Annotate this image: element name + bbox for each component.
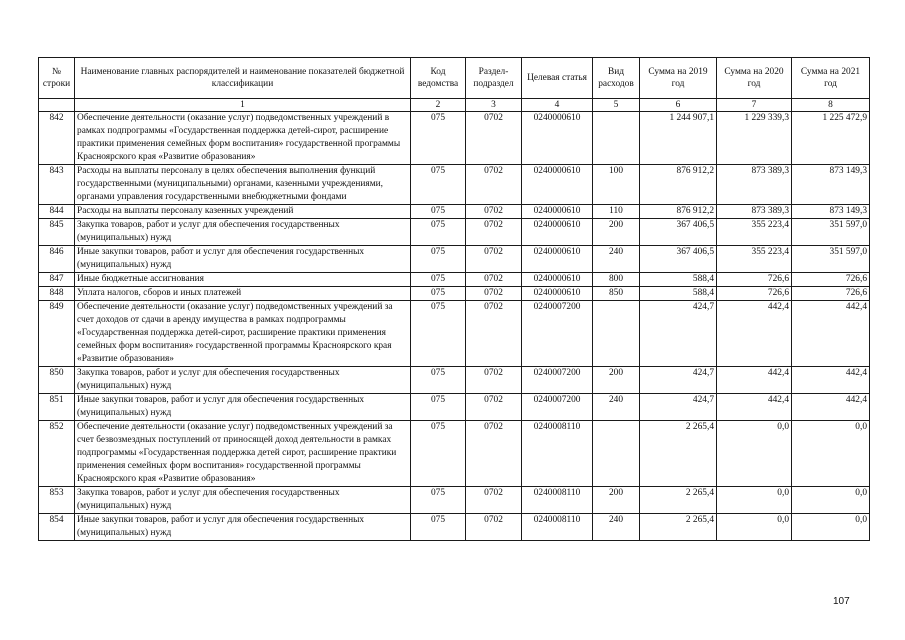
row-target: 0240008110: [522, 421, 593, 487]
row-section: 0702: [466, 246, 522, 273]
budget-table: [38, 57, 870, 541]
row-exp-type: 110: [593, 205, 640, 219]
header-name: Наименование главных распорядителей и наименование показателей бюджетной классификации: [75, 58, 411, 99]
row-number: 847: [39, 273, 75, 287]
header-sum-2021: Сумма на 2021 год: [792, 58, 870, 99]
row-number: 845: [39, 219, 75, 246]
row-sum-2019: 424,7: [640, 301, 717, 367]
table-row: [39, 273, 870, 287]
row-sum-2019: 2 265,4: [640, 421, 717, 487]
table-row: [39, 287, 870, 301]
page-number: 107: [833, 596, 850, 607]
row-sum-2021: 873 149,3: [792, 205, 870, 219]
row-sum-2021: 726,6: [792, 273, 870, 287]
row-dept-code: 075: [411, 487, 466, 514]
row-section: 0702: [466, 165, 522, 205]
row-sum-2020: 726,6: [717, 273, 792, 287]
row-dept-code: 075: [411, 301, 466, 367]
row-exp-type: 240: [593, 514, 640, 541]
row-sum-2020: 726,6: [717, 287, 792, 301]
header-target: Целевая статья: [522, 58, 593, 99]
row-name: Обеспечение деятельности (оказание услуг) подведомственных учреждений в рамках подпрограммы «Государственная поддержка детей-сирот, расширение практики применения семейных форм воспитания» государственной программы Красноярского края «Развитие образования»: [75, 112, 411, 165]
row-sum-2021: 442,4: [792, 367, 870, 394]
row-dept-code: 075: [411, 219, 466, 246]
row-exp-type: 200: [593, 487, 640, 514]
row-sum-2020: 0,0: [717, 487, 792, 514]
row-name: Обеспечение деятельности (оказание услуг) подведомственных учреждений за счет доходов от сдачи в аренду имущества в рамках подпрограммы «Государственная поддержка детей-сирот, расширение практики применения семейных форм воспитания» государственной программы Красноярского края «Развитие образования»: [75, 301, 411, 367]
row-dept-code: 075: [411, 514, 466, 541]
row-target: 0240008110: [522, 487, 593, 514]
row-name: Расходы на выплаты персоналу казенных учреждений: [75, 205, 411, 219]
row-name: Закупка товаров, работ и услуг для обеспечения государственных (муниципальных) нужд: [75, 367, 411, 394]
row-target: 0240000610: [522, 112, 593, 165]
row-sum-2020: 0,0: [717, 514, 792, 541]
row-sum-2021: 442,4: [792, 394, 870, 421]
row-sum-2020: 442,4: [717, 394, 792, 421]
row-name: Закупка товаров, работ и услуг для обеспечения государственных (муниципальных) нужд: [75, 219, 411, 246]
column-number: 3: [466, 99, 522, 112]
row-section: 0702: [466, 421, 522, 487]
row-exp-type: 850: [593, 287, 640, 301]
table-row: [39, 394, 870, 421]
row-dept-code: 075: [411, 273, 466, 287]
row-target: 0240000610: [522, 205, 593, 219]
row-sum-2020: 442,4: [717, 367, 792, 394]
row-sum-2019: 876 912,2: [640, 165, 717, 205]
row-exp-type: [593, 421, 640, 487]
row-dept-code: 075: [411, 394, 466, 421]
row-sum-2020: 442,4: [717, 301, 792, 367]
row-target: 0240000610: [522, 165, 593, 205]
row-number: 849: [39, 301, 75, 367]
column-number: 2: [411, 99, 466, 112]
row-number: 842: [39, 112, 75, 165]
row-section: 0702: [466, 487, 522, 514]
budget-table-sheet: [38, 57, 869, 541]
row-exp-type: 800: [593, 273, 640, 287]
row-sum-2020: 873 389,3: [717, 165, 792, 205]
row-number: 846: [39, 246, 75, 273]
row-dept-code: 075: [411, 287, 466, 301]
row-exp-type: 240: [593, 394, 640, 421]
column-number: 8: [792, 99, 870, 112]
row-sum-2021: 442,4: [792, 301, 870, 367]
row-sum-2019: 1 244 907,1: [640, 112, 717, 165]
row-number: 843: [39, 165, 75, 205]
table-row: [39, 514, 870, 541]
row-section: 0702: [466, 219, 522, 246]
row-sum-2021: 726,6: [792, 287, 870, 301]
row-target: 0240007200: [522, 301, 593, 367]
row-number: 852: [39, 421, 75, 487]
row-target: 0240000610: [522, 273, 593, 287]
header-row-no: № строки: [39, 58, 75, 99]
row-dept-code: 075: [411, 165, 466, 205]
row-sum-2020: 355 223,4: [717, 246, 792, 273]
header-section: Раздел-подраздел: [466, 58, 522, 99]
table-row: [39, 301, 870, 367]
row-number: 848: [39, 287, 75, 301]
table-row: [39, 246, 870, 273]
row-sum-2019: 424,7: [640, 394, 717, 421]
table-row: [39, 219, 870, 246]
row-sum-2020: 1 229 339,3: [717, 112, 792, 165]
row-sum-2019: 367 406,5: [640, 246, 717, 273]
row-sum-2019: 588,4: [640, 287, 717, 301]
row-section: 0702: [466, 287, 522, 301]
row-name: Иные закупки товаров, работ и услуг для обеспечения государственных (муниципальных) нужд: [75, 394, 411, 421]
row-section: 0702: [466, 367, 522, 394]
row-target: 0240007200: [522, 394, 593, 421]
row-sum-2021: 1 225 472,9: [792, 112, 870, 165]
table-row: [39, 165, 870, 205]
row-section: 0702: [466, 301, 522, 367]
row-exp-type: [593, 301, 640, 367]
row-name: Расходы на выплаты персоналу в целях обеспечения выполнения функций государственными (муниципальными) органами, казенными учреждениями, органами управления государственными внебюджетными фондами: [75, 165, 411, 205]
row-number: 854: [39, 514, 75, 541]
row-target: 0240008110: [522, 514, 593, 541]
row-sum-2019: 2 265,4: [640, 514, 717, 541]
table-row: [39, 367, 870, 394]
row-sum-2021: 873 149,3: [792, 165, 870, 205]
row-exp-type: 240: [593, 246, 640, 273]
row-sum-2021: 351 597,0: [792, 246, 870, 273]
row-section: 0702: [466, 205, 522, 219]
row-target: 0240000610: [522, 287, 593, 301]
row-name: Обеспечение деятельности (оказание услуг) подведомственных учреждений за счет безвозмездных поступлений от приносящей доход деятельности в рамках подпрограммы «Государственная поддержка детей сирот, расширение практики применения семейных форм воспитания» государственной программы Красноярского края «Развитие образования»: [75, 421, 411, 487]
row-name: Закупка товаров, работ и услуг для обеспечения государственных (муниципальных) нужд: [75, 487, 411, 514]
table-row: [39, 421, 870, 487]
row-number: 851: [39, 394, 75, 421]
row-sum-2020: 873 389,3: [717, 205, 792, 219]
row-sum-2019: 424,7: [640, 367, 717, 394]
column-number: [39, 99, 75, 112]
column-number: 1: [75, 99, 411, 112]
row-section: 0702: [466, 112, 522, 165]
header-exp-type: Вид расходов: [593, 58, 640, 99]
row-target: 0240000610: [522, 219, 593, 246]
row-section: 0702: [466, 514, 522, 541]
row-exp-type: 200: [593, 219, 640, 246]
row-sum-2019: 2 265,4: [640, 487, 717, 514]
row-sum-2021: 0,0: [792, 421, 870, 487]
column-number: 4: [522, 99, 593, 112]
row-target: 0240000610: [522, 246, 593, 273]
row-number: 853: [39, 487, 75, 514]
header-row: [39, 58, 870, 99]
row-section: 0702: [466, 394, 522, 421]
row-number: 844: [39, 205, 75, 219]
row-section: 0702: [466, 273, 522, 287]
column-number: 7: [717, 99, 792, 112]
row-exp-type: 100: [593, 165, 640, 205]
header-dept-code: Код ведомства: [411, 58, 466, 99]
row-dept-code: 075: [411, 112, 466, 165]
row-dept-code: 075: [411, 367, 466, 394]
row-sum-2020: 0,0: [717, 421, 792, 487]
column-number: 6: [640, 99, 717, 112]
row-sum-2020: 355 223,4: [717, 219, 792, 246]
row-sum-2021: 0,0: [792, 487, 870, 514]
header-sum-2020: Сумма на 2020 год: [717, 58, 792, 99]
table-row: [39, 112, 870, 165]
row-name: Уплата налогов, сборов и иных платежей: [75, 287, 411, 301]
row-sum-2021: 351 597,0: [792, 219, 870, 246]
row-exp-type: [593, 112, 640, 165]
row-sum-2019: 588,4: [640, 273, 717, 287]
table-row: [39, 487, 870, 514]
row-sum-2019: 367 406,5: [640, 219, 717, 246]
row-exp-type: 200: [593, 367, 640, 394]
header-sum-2019: Сумма на 2019 год: [640, 58, 717, 99]
row-name: Иные закупки товаров, работ и услуг для обеспечения государственных (муниципальных) нужд: [75, 246, 411, 273]
row-name: Иные закупки товаров, работ и услуг для обеспечения государственных (муниципальных) нужд: [75, 514, 411, 541]
row-target: 0240007200: [522, 367, 593, 394]
row-sum-2021: 0,0: [792, 514, 870, 541]
row-name: Иные бюджетные ассигнования: [75, 273, 411, 287]
column-number-row: [39, 99, 870, 112]
column-number: 5: [593, 99, 640, 112]
row-dept-code: 075: [411, 246, 466, 273]
row-dept-code: 075: [411, 421, 466, 487]
row-number: 850: [39, 367, 75, 394]
row-dept-code: 075: [411, 205, 466, 219]
row-sum-2019: 876 912,2: [640, 205, 717, 219]
table-row: [39, 205, 870, 219]
